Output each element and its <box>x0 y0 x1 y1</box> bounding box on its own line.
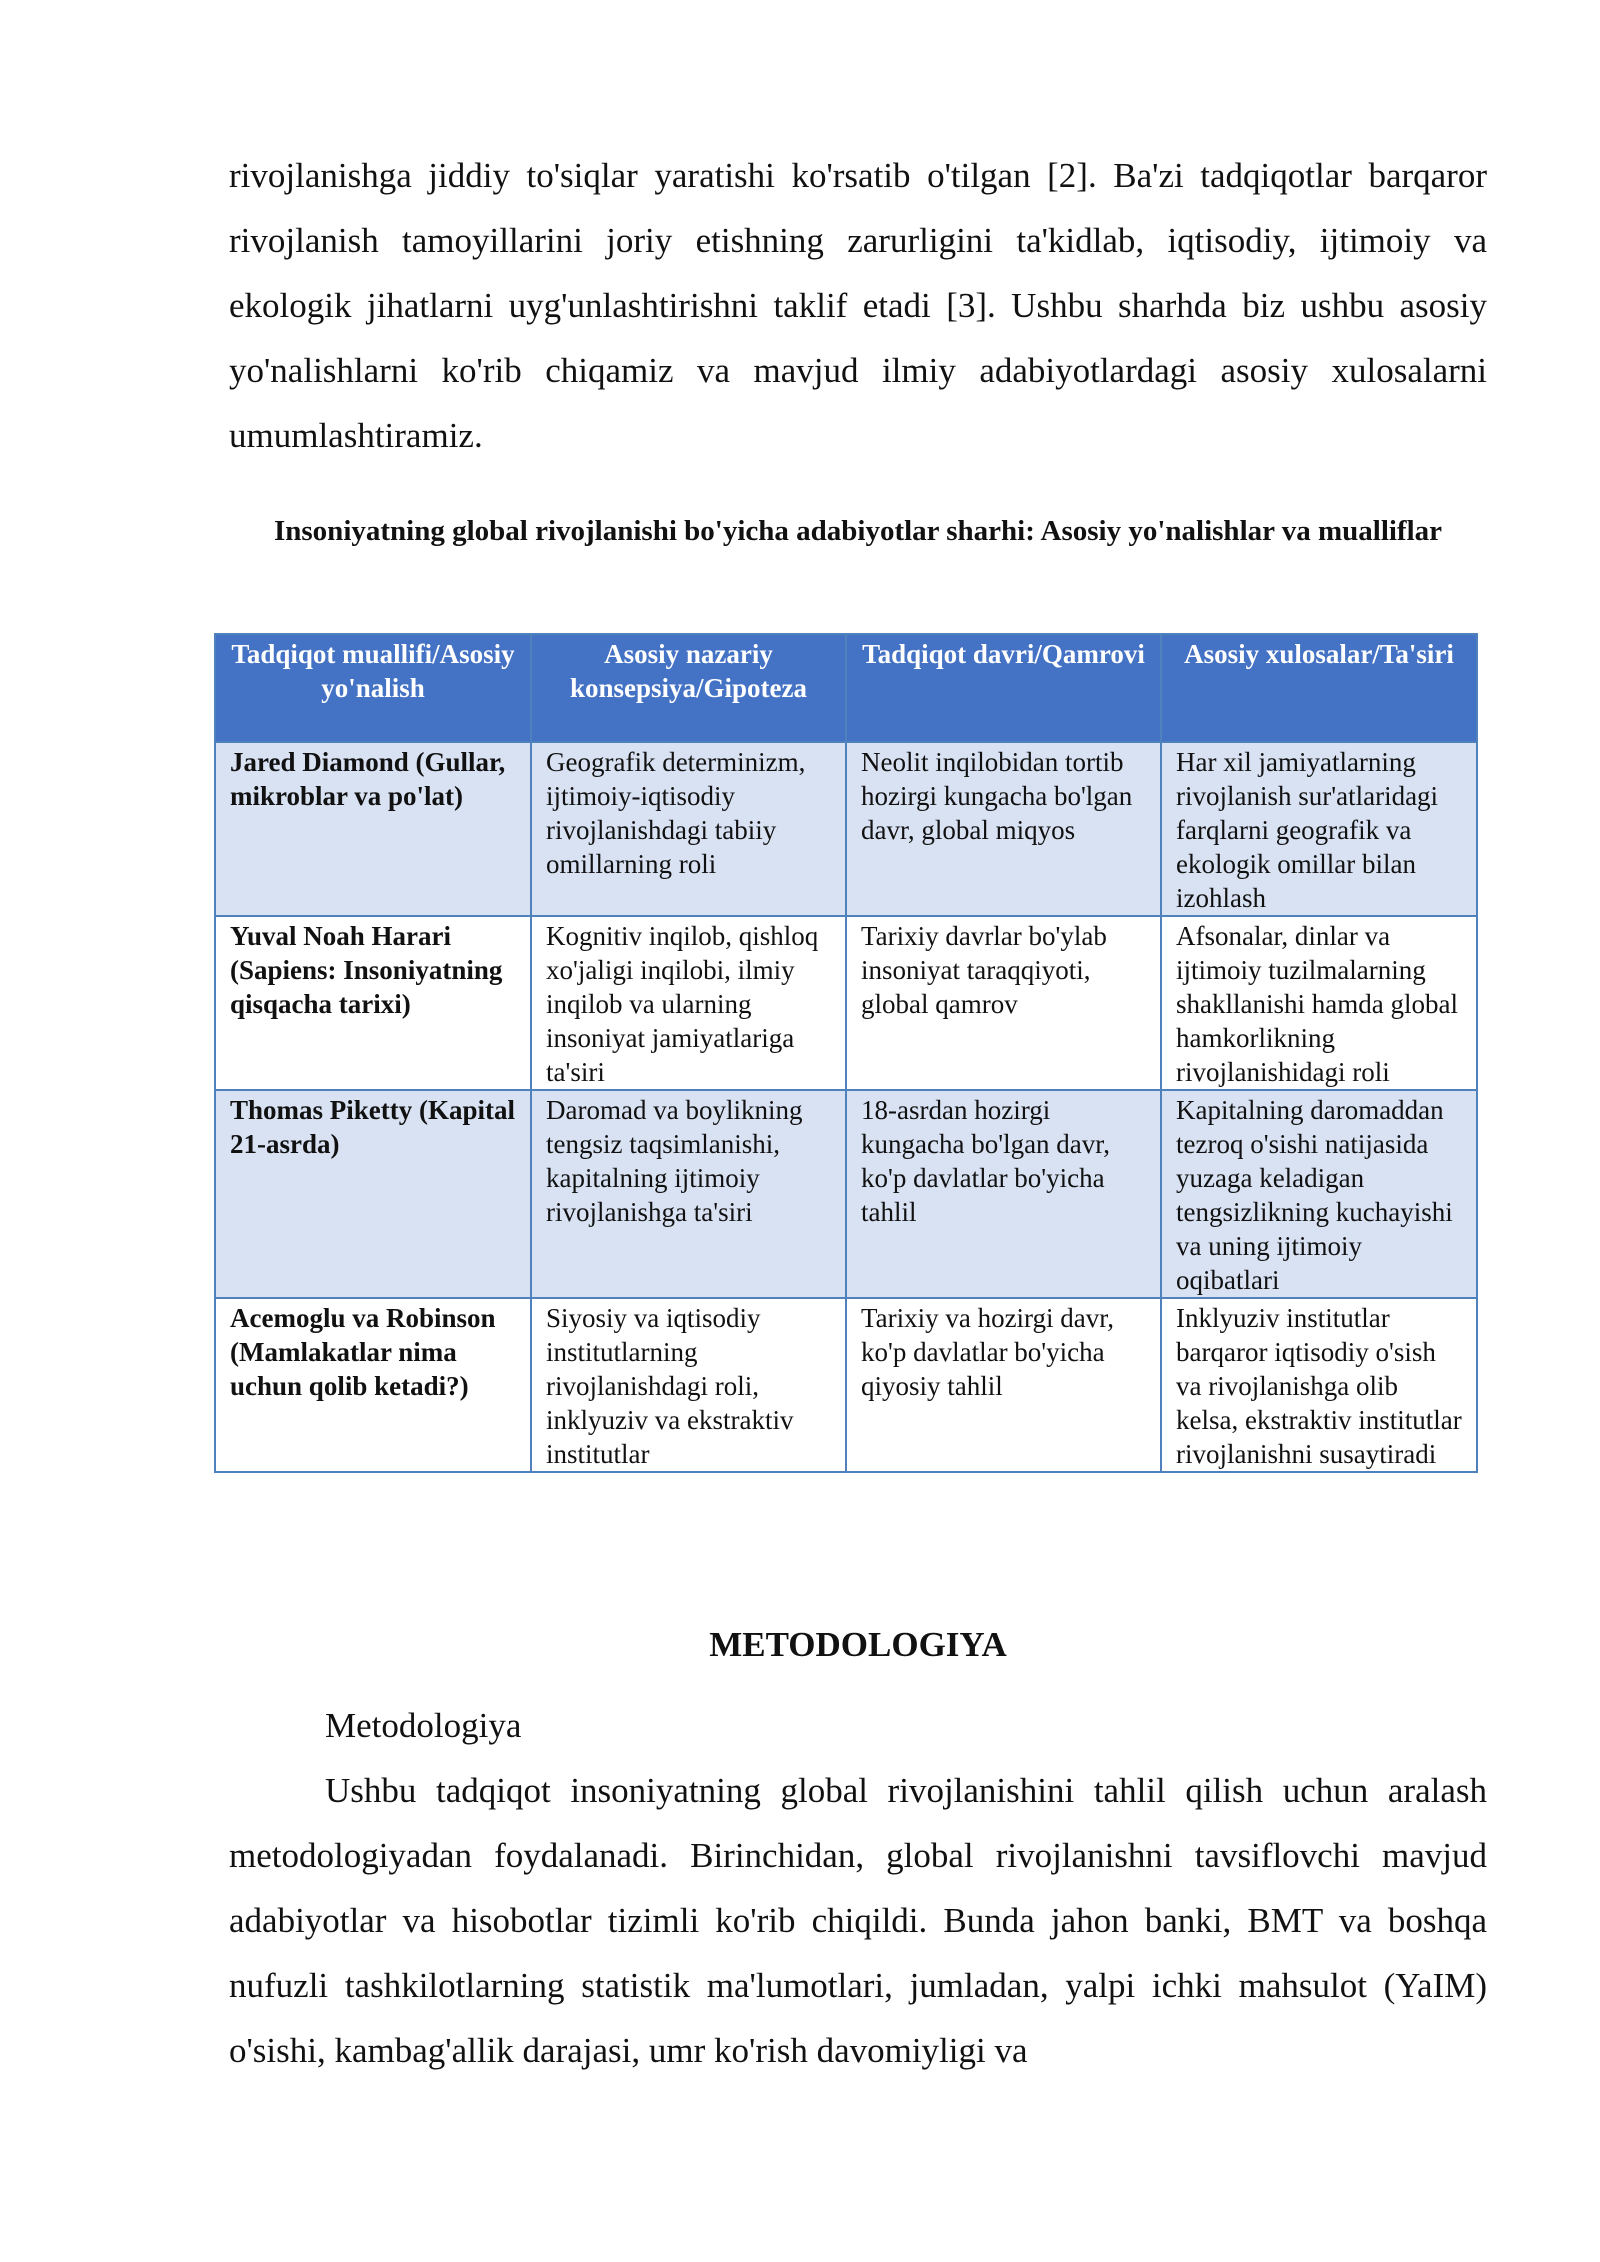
section-heading: METODOLOGIYA <box>709 1625 1007 1664</box>
methodology-paragraph: Ushbu tadqiqot insoniyatning global rivojlanishini tahlil qilish uchun aralash metodologiyadan foydalanadi. Birinchidan, global rivojlanishni tavsiflovchi mavjud adabiyotlar va hisobotlar tizimli ko'rib chiqildi. Bunda jahon banki, BMT va boshqa nufuzli tashkilotlarning statistik ma'lumotlari, jumladan, yalpi ichki mahsulot (YaIM) o'sishi, kambag'allik darajasi, umr ko'rish davomiyligi va <box>229 1771 1487 2070</box>
header-cell: Tadqiqot muallifi/Asosiy yo'nalish <box>215 634 531 742</box>
conclusion-cell: Inklyuziv institutlar barqaror iqtisodiy o'sish va rivojlanishga olib kelsa, ekstraktiv institutlar rivojlanishni susaytiradi <box>1161 1298 1477 1472</box>
author-cell: Thomas Piketty (Kapital 21-asrda) <box>215 1090 531 1298</box>
table-row <box>215 1298 1477 1472</box>
conclusion-cell: Har xil jamiyatlarning rivojlanish sur'atlaridagi farqlarni geografik va ekologik omillar bilan izohlash <box>1161 742 1477 916</box>
author-cell: Yuval Noah Harari (Sapiens: Insoniyatning qisqacha tarixi) <box>215 916 531 1090</box>
author-cell: Jared Diamond (Gullar, mikroblar va po'lat) <box>215 742 531 916</box>
table-row <box>215 742 1477 916</box>
conclusion-cell: Kapitalning daromaddan tezroq o'sishi natijasida yuzaga keladigan tengsizlikning kuchayishi va uning ijtimoiy oqibatlari <box>1161 1090 1477 1298</box>
table-header-row <box>215 634 1477 742</box>
concept-cell: Geografik determinizm, ijtimoiy-iqtisodiy rivojlanishdagi tabiiy omillarning roli <box>531 742 846 916</box>
subheading: Metodologiya <box>325 1706 522 1745</box>
header-cell: Tadqiqot davri/Qamrovi <box>846 634 1161 742</box>
table-caption: Insoniyatning global rivojlanishi bo'yicha adabiyotlar sharhi: Asosiy yo'nalishlar va mualliflar <box>273 515 1443 547</box>
concept-cell: Kognitiv inqilob, qishloq xo'jaligi inqilobi, ilmiy inqilob va ularning insoniyat jamiyatlariga ta'siri <box>531 916 846 1090</box>
period-cell: Tarixiy va hozirgi davr, ko'p davlatlar bo'yicha qiyosiy tahlil <box>846 1298 1161 1472</box>
header-cell: Asosiy xulosalar/Ta'siri <box>1161 634 1477 742</box>
conclusion-cell: Afsonalar, dinlar va ijtimoiy tuzilmalarning shakllanishi hamda global hamkorlikning rivojlanishidagi roli <box>1161 916 1477 1090</box>
table-row <box>215 916 1477 1090</box>
period-cell: Tarixiy davrlar bo'ylab insoniyat taraqqiyoti, global qamrov <box>846 916 1161 1090</box>
table-row <box>215 1090 1477 1298</box>
period-cell: 18-asrdan hozirgi kungacha bo'lgan davr, ko'p davlatlar bo'yicha tahlil <box>846 1090 1161 1298</box>
header-cell: Asosiy nazariy konsepsiya/Gipoteza <box>531 634 846 742</box>
concept-cell: Daromad va boylikning tengsiz taqsimlanishi, kapitalning ijtimoiy rivojlanishga ta'siri <box>531 1090 846 1298</box>
intro-paragraph: rivojlanishga jiddiy to'siqlar yaratishi ko'rsatib o'tilgan [2]. Ba'zi tadqiqotlar barqaror rivojlanish tamoyillarini joriy etishning zarurligini ta'kidlab, iqtisodiy, ijtimoiy va ekologik jihatlarni uyg'unlashtirishni taklif etadi [3]. Ushbu sharhda biz ushbu asosiy yo'nalishlarni ko'rib chiqamiz va mavjud ilmiy adabiyotlardagi asosiy xulosalarni umumlashtiramiz. <box>229 156 1487 455</box>
author-cell: Acemoglu va Robinson (Mamlakatlar nima uchun qolib ketadi?) <box>215 1298 531 1472</box>
literature-review-table <box>214 633 1478 1473</box>
concept-cell: Siyosiy va iqtisodiy institutlarning rivojlanishdagi roli, inklyuziv va ekstraktiv institutlar <box>531 1298 846 1472</box>
period-cell: Neolit inqilobidan tortib hozirgi kungacha bo'lgan davr, global miqyos <box>846 742 1161 916</box>
